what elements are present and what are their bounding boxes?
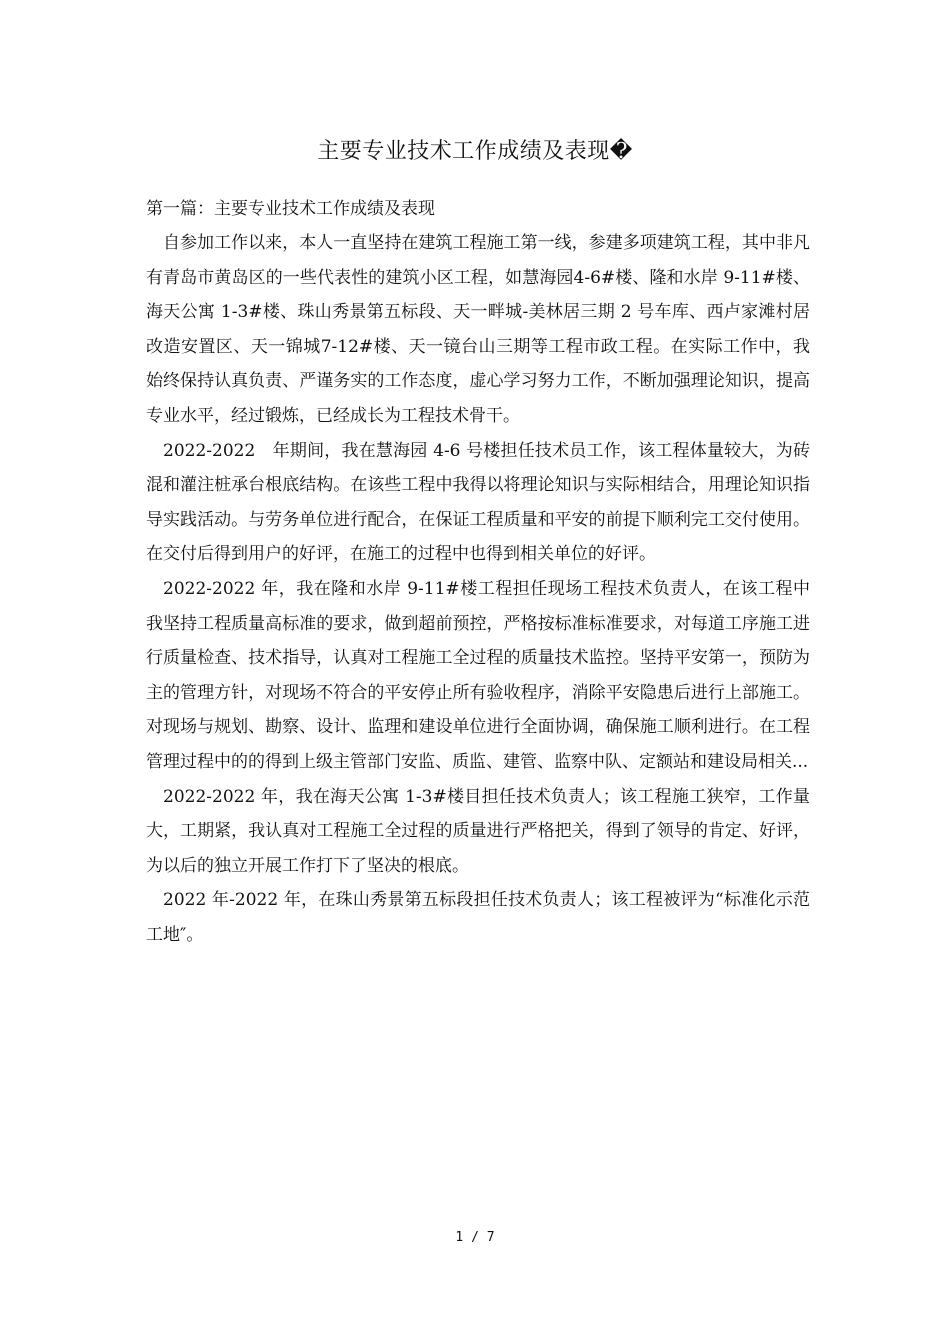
page-number: 1 / 7 — [455, 1230, 495, 1245]
paragraph-longheshuian: 2022-2022 年，我在隆和水岸 9-11#楼工程担任现场工程技术负责人，在该工程中我坚持工程质量高标准的要求，做到超前预控，严格按标准标准要求，对每道工序施工进行质量检查、技术指导，认真对工程施工全过程的质量技术监控。坚持平安第一，预防为主的管理方针，对现场不符合的平安停止所有验收程序，消除平安隐患后进行上部施工。对现场与规划、勘察、设计、监理和建设单位进行全面协调，确保施工顺利进行。在工程管理过程中的的得到上级主管部门安监、质监、建管、监察中队、定额站和建设局相关... — [146, 578, 810, 772]
paragraph-haitiangongyu: 2022-2022 年，我在海天公寓 1-3#楼目担任技术负责人；该工程施工狭窄，工作量大，工期紧，我认真对工程施工全过程的质量进行严格把关，得到了领导的肯定、好评，为以后的独立开展工作打下了坚决的根底。 — [146, 786, 810, 876]
paragraph-zhushanxiujing: 2022 年-2022 年，在珠山秀景第五标段担任技术负责人；该工程被评为“标准化示范工地″。 — [146, 890, 810, 945]
section-heading: 第一篇：主要专业技术工作成绩及表现 — [146, 199, 435, 219]
document-title: 主要专业技术工作成绩及表现� — [317, 139, 633, 164]
paragraph-huihaiyuan: 2022-2022 年期间，我在慧海园 4-6 号楼担任技术员工作，该工程体量较大，为砖混和灌注桩承台根底结构。在该些工程中我得以将理论知识与实际相结合，用理论知识指导实践活动。与劳务单位进行配合，在保证工程质量和平安的前提下顺利完工交付使用。在交付后得到用户的好评，在施工的过程中也得到相关单位的好评。 — [146, 440, 810, 565]
paragraph-intro: 自参加工作以来，本人一直坚持在建筑工程施工第一线，参建多项建筑工程，其中非凡有青岛市黄岛区的一些代表性的建筑小区工程，如慧海园4-6#楼、隆和水岸 9-11#楼、海天公寓 1-3#楼、珠山秀景第五标段、天一畔城-美林居三期 2 号车库、西卢家滩村居改造安置区、天一锦城7-12#楼、天一镜台山三期等工程市政工程。在实际工作中，我始终保持认真负责、严谨务实的工作态度，虚心学习努力工作，不断加强理论知识，提高专业水平，经过锻炼，已经成长为工程技术骨干。 — [146, 233, 810, 426]
document-body — [146, 192, 810, 952]
